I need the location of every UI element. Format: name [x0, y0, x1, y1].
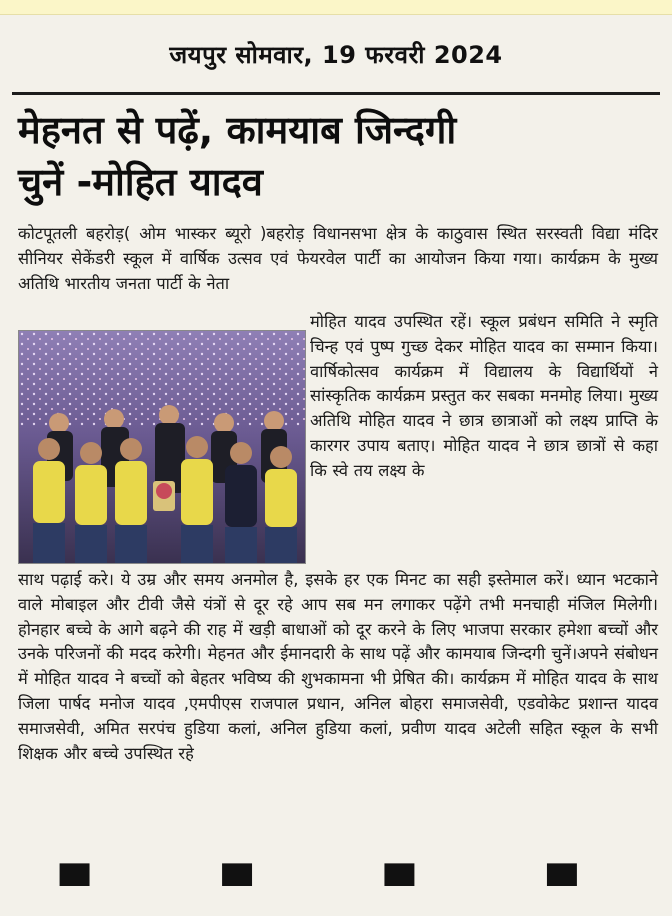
next-headline-cutoff: ▀ ▀ ▀ ▀ — [60, 864, 637, 908]
event-photo — [18, 330, 306, 564]
dateline: जयपुर सोमवार, 19 फरवरी 2024 — [169, 41, 503, 69]
top-margin-strip — [0, 0, 672, 15]
article-paragraph-intro: कोटपूतली बहरोड़( ओम भास्कर ब्यूरो )बहरोड़ विधानसभा क्षेत्र के काठुवास स्थित सरस्वती विद्या मंदिर सीनियर सेकेंडरी स्कूल में वार्षिक उत्सव एवं फेयरवेल पार्टी का आयोजन किया गया। कार्यक्रम के मुख्य अतिथि भारतीय जनता पार्टी के नेता — [18, 224, 658, 293]
headline-line-1: मेहनत से पढ़ें, कामयाब जिन्दगी — [18, 108, 457, 152]
article-paragraph-side: मोहित यादव उपस्थित रहें। स्कूल प्रबंधन समिति ने स्मृति चिन्ह एवं पुष्प गुच्छ देकर मोहित यादव का सम्मान किया। वार्षिकोत्सव कार्यक्रम में विद्यालय के विद्यार्थियों ने सांस्कृतिक कार्यक्रम प्रस्तुत कर सबका मनमोह लिया। मुख्य अतिथि मोहित यादव ने छात्र छात्राओं को लक्ष्य प्राप्ति के कारगर उपाय बताए। मोहित यादव ने छात्र छात्रों से कहा कि स्वे तय लक्ष्य के — [310, 312, 658, 480]
header-rule — [12, 92, 660, 95]
article-paragraph-main: साथ पढ़ाई करे। ये उम्र और समय अनमोल है, इसके हर एक मिनट का सही इस्तेमाल करें। ध्यान भटकाने वाले मोबाइल और टीवी जैसे यंत्रों से दूर रहे आप सब मन लगाकर पढ़ेंगे तभी मनचाही मंजिल मिलेगी। होनहार बच्चे के आगे बढ़ने की राह में खड़ी बाधाओं को दूर करने के लिए भाजपा सरकार हमेशा बच्चों और उनके परिजनों की मदद करेगी। मेहनत और ईमानदारी के साथ पढ़ें और कामयाब जिन्दगी चुनें।अपने संबोधन में मोहित यादव ने बच्चों को बेहतर भविष्य की शुभकामना भी प्रेषित की। कार्यक्रम में मोहित यादव के साथ जिला पार्षद मनोज यादव ,एमपीएस राजपाल प्रधान, अनिल बोहरा समाजसेवी, एडवोकेट प्रशान्त यादव समाजसेवी, अमित सरपंच हुडिया कलां, अनिल हुडिया कलां, प्रवीण यादव अटेली सहित स्कूल के सभी शिक्षक और बच्चे उपस्थित रहे — [18, 570, 658, 763]
headline — [18, 104, 658, 208]
headline-line-2: चुनें -मोहित यादव — [18, 160, 263, 204]
